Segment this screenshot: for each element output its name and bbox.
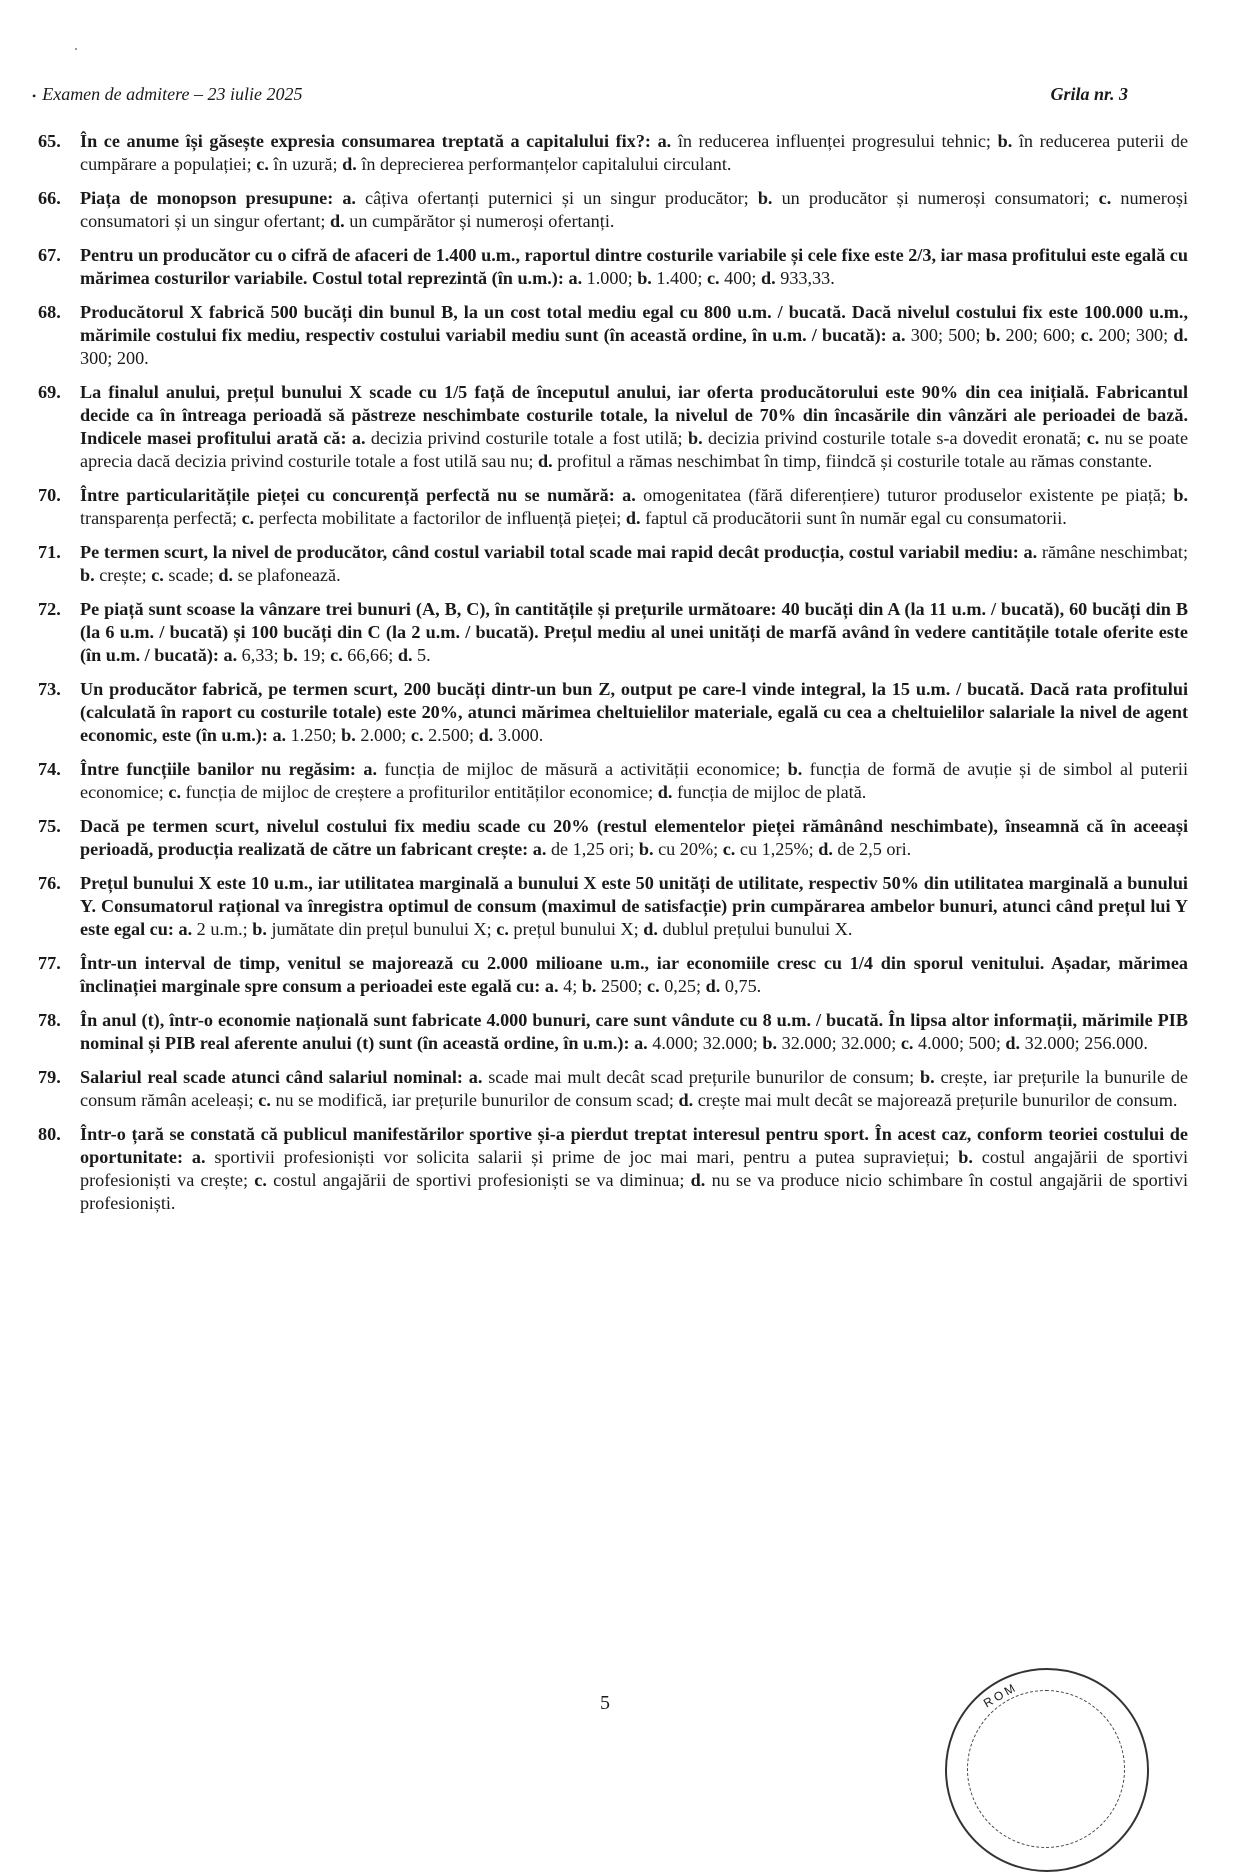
option-text: în reducerea influenței progresului tehnic; <box>677 131 991 151</box>
question-number: 77. <box>38 953 61 973</box>
question-stem: Între funcțiile banilor nu regăsim: <box>80 759 356 779</box>
answer-option <box>538 451 1152 471</box>
answer-option <box>1024 542 1188 562</box>
option-text: decizia privind costurile totale a fost utilă; <box>370 428 683 448</box>
option-letter: a. <box>544 976 559 996</box>
option-text: 32.000; 32.000; <box>781 1033 897 1053</box>
question-item <box>38 758 1188 804</box>
answer-option <box>723 839 814 859</box>
option-letter: a. <box>622 485 636 505</box>
option-letter: b. <box>920 1067 935 1087</box>
answer-option <box>1005 1033 1148 1053</box>
option-text: 400; <box>724 268 757 288</box>
answer-option <box>545 976 577 996</box>
option-letter: c. <box>1080 325 1094 345</box>
option-text: 300; 200. <box>80 348 149 368</box>
option-letter: c. <box>256 154 269 174</box>
question-number: 74. <box>38 759 61 779</box>
option-letter: b. <box>762 1033 778 1053</box>
option-text: nu se va produce nicio schimbare în costul angajării de sportivi profesioniști. <box>80 1170 1189 1213</box>
option-text: 1.250; <box>290 725 337 745</box>
option-letter: a. <box>272 725 287 745</box>
option-letter: d. <box>1005 1033 1021 1053</box>
option-letter: d. <box>643 919 658 939</box>
question-number: 69. <box>38 382 61 402</box>
question-stem: Producătorul X fabrică 500 bucăți din bunul B, la un cost total mediu egal cu 800 u.m. / bucată. Dacă nivelul costului fix este 100.000 u.m., mărimile costului fix mediu, respectiv costului variabil mediu sunt (în această ordine, în u.m. / bucată): <box>80 302 1188 345</box>
option-letter: d. <box>478 725 494 745</box>
answer-option <box>634 1033 758 1053</box>
option-letter: b. <box>283 645 298 665</box>
page-number: 5 <box>600 1692 610 1714</box>
option-letter: a. <box>178 919 193 939</box>
option-text: 0,75. <box>724 976 762 996</box>
answer-option <box>643 919 852 939</box>
answer-option <box>352 428 683 448</box>
option-text: costul angajării de sportivi profesioniști se va diminua; <box>273 1170 685 1190</box>
option-letter: b. <box>80 565 95 585</box>
option-letter: c. <box>496 919 509 939</box>
option-text: 6,33; <box>241 645 279 665</box>
answer-option <box>496 919 638 939</box>
option-text: scade mai mult decât scad prețurile bunurilor de consum; <box>488 1067 915 1087</box>
option-letter: b. <box>985 325 1001 345</box>
option-letter: c. <box>706 268 720 288</box>
option-letter: c. <box>330 645 343 665</box>
option-letter: a. <box>351 428 366 448</box>
question-stem: Într-un interval de timp, venitul se majorează cu 2.000 milioane u.m., iar economiile cresc cu 1/4 din sporul venitului. Așadar, mărimea înclinației marginale spre consum a perioadei este egală cu: <box>80 953 1188 996</box>
answer-option <box>242 508 622 528</box>
answer-option <box>637 268 702 288</box>
answer-option <box>622 485 1166 505</box>
exam-title: Examen de admitere – 23 iulie 2025 <box>42 84 303 104</box>
option-letter: c. <box>1098 188 1112 208</box>
question-stem: Pentru un producător cu o cifră de afaceri de 1.400 u.m., raportul dintre costurile variabile și cele fixe este 2/3, iar masa profitului este egală cu mărimea costurilor variabile. Costul total reprezintă (în u.m.): <box>80 245 1188 288</box>
option-letter: c. <box>647 976 660 996</box>
option-letter: a. <box>191 1147 206 1167</box>
option-letter: d. <box>690 1170 706 1190</box>
option-text: 933,33. <box>780 268 835 288</box>
question-stem: În ce anume își găsește expresia consumarea treptată a capitalului fix?: <box>80 131 651 151</box>
option-text: 32.000; 256.000. <box>1024 1033 1148 1053</box>
option-text: funcția de mijloc de creștere a profiturilor entităților economice; <box>185 782 654 802</box>
question-number: 67. <box>38 245 61 265</box>
answer-option <box>892 325 981 345</box>
option-letter: c. <box>151 565 164 585</box>
answer-option <box>582 976 643 996</box>
answer-option <box>986 325 1076 345</box>
question-number: 80. <box>38 1124 61 1144</box>
question-item <box>38 598 1188 667</box>
answer-option <box>80 565 147 585</box>
stamp-inner-ring <box>967 1690 1125 1848</box>
page-header <box>32 84 1128 105</box>
option-text: costul angajării de sportivi profesioniști va crește; <box>80 1147 1189 1190</box>
question-stem: La finalul anului, prețul bunului X scade cu 1/5 față de începutul anului, iar oferta producătorului este 90% din cea inițială. Fabricantul decide ca în întreaga perioadă să păstreze neschimbate costurile totale, la nivelul de 70% din încasările din vânzări ale perioadei de bază. Indicele masei profitului arată că: <box>80 382 1188 448</box>
scan-speck <box>75 48 77 50</box>
answer-option <box>479 725 544 745</box>
answer-option <box>256 154 337 174</box>
answer-option <box>706 976 762 996</box>
option-text: 300; 500; <box>910 325 981 345</box>
option-letter: c. <box>900 1033 914 1053</box>
option-text: în reducerea puterii de cumpărare a populației; <box>80 131 1189 174</box>
answer-option <box>658 782 867 802</box>
question-item <box>38 678 1188 747</box>
option-letter: b. <box>687 428 703 448</box>
option-text: 0,25; <box>664 976 702 996</box>
option-text: crește; <box>99 565 147 585</box>
option-text: 4.000; 500; <box>918 1033 1001 1053</box>
option-letter: a. <box>363 759 377 779</box>
answer-option <box>342 154 731 174</box>
answer-option <box>178 919 247 939</box>
option-text: 3.000. <box>497 725 544 745</box>
question-stem: Pe piață sunt scoase la vânzare trei bunuri (A, B, C), în cantitățile și prețurile următoare: 40 bucăți din A (la 11 u.m. / bucată), 60 bucăți din B (la 6 u.m. / bucată) și 100 bucăți din C (la 2 u.m. / bucată). Prețul mediu al unei unități de marfă având în vedere cantitățile totale oferite este (în u.m. / bucată): <box>80 599 1188 665</box>
option-text: funcția de mijloc de măsură a activității economice; <box>384 759 781 779</box>
question-stem: În anul (t), într-o economie națională sunt fabricate 4.000 bunuri, care sunt vândute cu 8 u.m. / bucată. În lipsa altor informații, mărimile PIB nominal și PIB real aferente anului (t) sunt (în această ordine, în u.m.): <box>80 1010 1188 1053</box>
option-text: decizia privind costurile totale s-a dovedit eronată; <box>707 428 1082 448</box>
option-text: omogenitatea (fără diferențiere) tuturor produselor existente pe piață; <box>643 485 1167 505</box>
answer-option <box>901 1033 1001 1053</box>
option-letter: a. <box>532 839 547 859</box>
option-text: se plafonează. <box>237 565 341 585</box>
option-text: funcția de mijloc de plată. <box>676 782 867 802</box>
option-letter: d. <box>538 451 553 471</box>
grila-number: Grila nr. 3 <box>1050 84 1128 104</box>
margin-mark: • <box>32 89 37 103</box>
question-stem: Salariul real scade atunci când salariul nominal: <box>80 1067 463 1087</box>
option-text: 2500; <box>601 976 643 996</box>
answer-option <box>758 188 1090 208</box>
option-text: scade; <box>168 565 214 585</box>
option-text: un producător și numeroși consumatori; <box>781 188 1090 208</box>
question-item <box>38 244 1188 290</box>
answer-option <box>330 645 393 665</box>
option-text: rămâne neschimbat; <box>1041 542 1189 562</box>
answer-option <box>398 645 431 665</box>
stamp-text: ROM <box>980 1679 1021 1711</box>
option-text: câțiva ofertanți puternici și un singur producător; <box>365 188 749 208</box>
option-text: perfecta mobilitate a factorilor de influență pieței; <box>258 508 622 528</box>
question-item <box>38 130 1188 176</box>
question-number: 71. <box>38 542 61 562</box>
option-letter: b. <box>1173 485 1189 505</box>
option-letter: c. <box>258 1090 271 1110</box>
option-letter: b. <box>958 1147 973 1167</box>
option-letter: d. <box>218 565 234 585</box>
option-text: 5. <box>417 645 431 665</box>
answer-option <box>411 725 474 745</box>
option-letter: c. <box>241 508 255 528</box>
question-item <box>38 381 1188 473</box>
answer-option <box>218 565 340 585</box>
question-item <box>38 872 1188 941</box>
option-text: 19; <box>302 645 326 665</box>
question-item <box>38 1123 1188 1215</box>
question-item <box>38 1066 1188 1112</box>
question-number: 76. <box>38 873 61 893</box>
option-text: crește, iar prețurile la bunurile de consum rămân aceleași; <box>80 1067 1188 1110</box>
option-letter: a. <box>568 268 583 288</box>
option-letter: b. <box>341 725 356 745</box>
answer-option <box>639 839 718 859</box>
answer-option <box>818 839 911 859</box>
question-item <box>38 815 1188 861</box>
option-letter: c. <box>168 782 181 802</box>
option-text: 200; 300; <box>1098 325 1169 345</box>
question-number: 75. <box>38 816 61 836</box>
option-text: prețul bunului X; <box>513 919 639 939</box>
question-number: 66. <box>38 188 61 208</box>
question-stem: Pe termen scurt, la nivel de producător, când costul variabil total scade mai rapid decât producția, costul variabil mediu: <box>80 542 1019 562</box>
answer-option <box>151 565 214 585</box>
option-text: 2.500; <box>428 725 475 745</box>
option-text: transparența perfectă; <box>80 508 238 528</box>
question-stem: Un producător fabrică, pe termen scurt, 200 bucăți dintr-un bun Z, output pe care-l vinde integral, la 15 u.m. / bucată. Dacă rata profitului (calculată în raport cu costurile totale) este 20%, atunci mărimea cheltuielilor materiale, egală cu cea a cheltuielilor salariale la nivel de agent economic, este (în u.m.): <box>80 679 1188 745</box>
option-letter: d. <box>342 154 357 174</box>
option-letter: b. <box>638 839 654 859</box>
question-number: 65. <box>38 131 61 151</box>
answer-option <box>707 268 757 288</box>
answer-option <box>283 645 325 665</box>
option-letter: b. <box>581 976 597 996</box>
option-text: un cumpărător și numeroși ofertanți. <box>349 211 615 231</box>
option-letter: d. <box>678 1090 694 1110</box>
question-number: 78. <box>38 1010 61 1030</box>
answer-option <box>678 1090 1177 1110</box>
option-text: 2 u.m.; <box>196 919 248 939</box>
answer-option <box>258 1090 674 1110</box>
option-letter: d. <box>330 211 345 231</box>
option-text: 200; 600; <box>1005 325 1076 345</box>
answer-option <box>469 1067 914 1087</box>
option-text: de 1,25 ori; <box>550 839 635 859</box>
question-number: 72. <box>38 599 61 619</box>
option-text: funcția de formă de avuție și de simbol al puterii economice; <box>80 759 1189 802</box>
option-text: cu 20%; <box>658 839 719 859</box>
answer-option <box>252 919 491 939</box>
option-letter: d. <box>761 268 776 288</box>
option-letter: a. <box>634 1033 648 1053</box>
option-letter: a. <box>223 645 238 665</box>
answer-option <box>688 428 1081 448</box>
option-text: nu se poate aprecia dacă decizia privind costurile totale a fost utilă sau nu; <box>80 428 1189 471</box>
question-item <box>38 1009 1188 1055</box>
option-letter: d. <box>625 508 641 528</box>
option-letter: a. <box>1023 542 1038 562</box>
question-list <box>38 130 1188 1226</box>
exam-title-wrap <box>32 84 302 105</box>
option-text: jumătate din prețul bunului X; <box>271 919 492 939</box>
option-letter: d. <box>1173 325 1189 345</box>
question-item <box>38 301 1188 370</box>
answer-option <box>192 1147 950 1167</box>
answer-option <box>342 188 748 208</box>
question-stem: Prețul bunului X este 10 u.m., iar utilitatea marginală a bunului X este 50 unități de utilitate, respectiv 50% din utilitatea marginală a bunului Y. Consumatorul rațional va înregistra optimul de consum (maximul de satisfacție) prin cumpărarea ambelor bunuri, atunci când prețul lui Y este egal cu: <box>80 873 1188 939</box>
answer-option <box>363 759 780 779</box>
question-number: 70. <box>38 485 61 505</box>
option-letter: a. <box>342 188 356 208</box>
answer-option <box>626 508 1067 528</box>
option-text: 66,66; <box>347 645 394 665</box>
option-text: dublul prețului bunului X. <box>662 919 853 939</box>
option-text: crește mai mult decât se majorează prețurile bunurilor de consum. <box>697 1090 1178 1110</box>
option-text: faptul că producătorii sunt în număr egal cu consumatorii. <box>645 508 1067 528</box>
option-text: în deprecierea performanțelor capitalului circulant. <box>361 154 732 174</box>
option-letter: b. <box>637 268 652 288</box>
option-text: 1.000; <box>586 268 633 288</box>
question-item <box>38 952 1188 998</box>
question-number: 73. <box>38 679 61 699</box>
answer-option <box>647 976 701 996</box>
option-letter: b. <box>757 188 773 208</box>
option-letter: c. <box>410 725 424 745</box>
option-letter: d. <box>657 782 673 802</box>
question-number: 68. <box>38 302 61 322</box>
question-item <box>38 187 1188 233</box>
option-text: în uzură; <box>273 154 338 174</box>
option-letter: d. <box>705 976 721 996</box>
question-stem: Dacă pe termen scurt, nivelul costului fix mediu scade cu 20% (restul elementelor pieței rămânând neschimbate), înseamnă că în aceeași perioadă, producția realizată de către un fabricant crește: <box>80 816 1188 859</box>
option-text: profitul a rămas neschimbat în timp, fiindcă și costurile totale au rămas constante. <box>557 451 1153 471</box>
option-text: numeroși consumatori și un singur ofertant; <box>80 188 1189 231</box>
answer-option <box>761 268 835 288</box>
answer-option <box>168 782 653 802</box>
option-text: cu 1,25%; <box>739 839 814 859</box>
answer-option <box>341 725 406 745</box>
question-item <box>38 484 1188 530</box>
answer-option <box>762 1033 896 1053</box>
option-letter: c. <box>254 1170 267 1190</box>
question-stem: Între particularitățile pieței cu concurență perfectă nu se numără: <box>80 485 615 505</box>
option-text: 1.400; <box>656 268 703 288</box>
official-stamp <box>945 1668 1149 1872</box>
option-letter: d. <box>397 645 413 665</box>
option-letter: d. <box>818 839 833 859</box>
question-stem: Piața de monopson presupune: <box>80 188 334 208</box>
answer-option <box>254 1170 684 1190</box>
option-text: sportivii profesioniști vor solicita salarii și prime de joc mai mari, pentru a putea supraviețui; <box>214 1147 950 1167</box>
answer-option <box>1081 325 1169 345</box>
answer-option <box>568 268 632 288</box>
option-text: de 2,5 ori. <box>837 839 912 859</box>
answer-option <box>330 211 614 231</box>
option-letter: c. <box>722 839 736 859</box>
question-stem: Într-o țară se constată că publicul manifestărilor sportive și-a pierdut treptat interesul pentru sport. În acest caz, conform teoriei costului de oportunitate: <box>80 1124 1188 1167</box>
option-letter: a. <box>468 1067 483 1087</box>
option-letter: a. <box>891 325 906 345</box>
option-text: nu se modifică, iar prețurile bunurilor de consum scad; <box>275 1090 674 1110</box>
option-letter: c. <box>1086 428 1100 448</box>
answer-option <box>272 725 336 745</box>
answer-option <box>223 645 278 665</box>
option-letter: b. <box>997 131 1013 151</box>
option-letter: b. <box>787 759 803 779</box>
question-item <box>38 541 1188 587</box>
answer-option <box>533 839 635 859</box>
option-letter: b. <box>252 919 267 939</box>
option-text: 2.000; <box>360 725 407 745</box>
option-text: 4.000; 32.000; <box>652 1033 758 1053</box>
option-letter: a. <box>657 131 672 151</box>
answer-option <box>658 131 991 151</box>
option-text: 4; <box>563 976 578 996</box>
question-number: 79. <box>38 1067 61 1087</box>
